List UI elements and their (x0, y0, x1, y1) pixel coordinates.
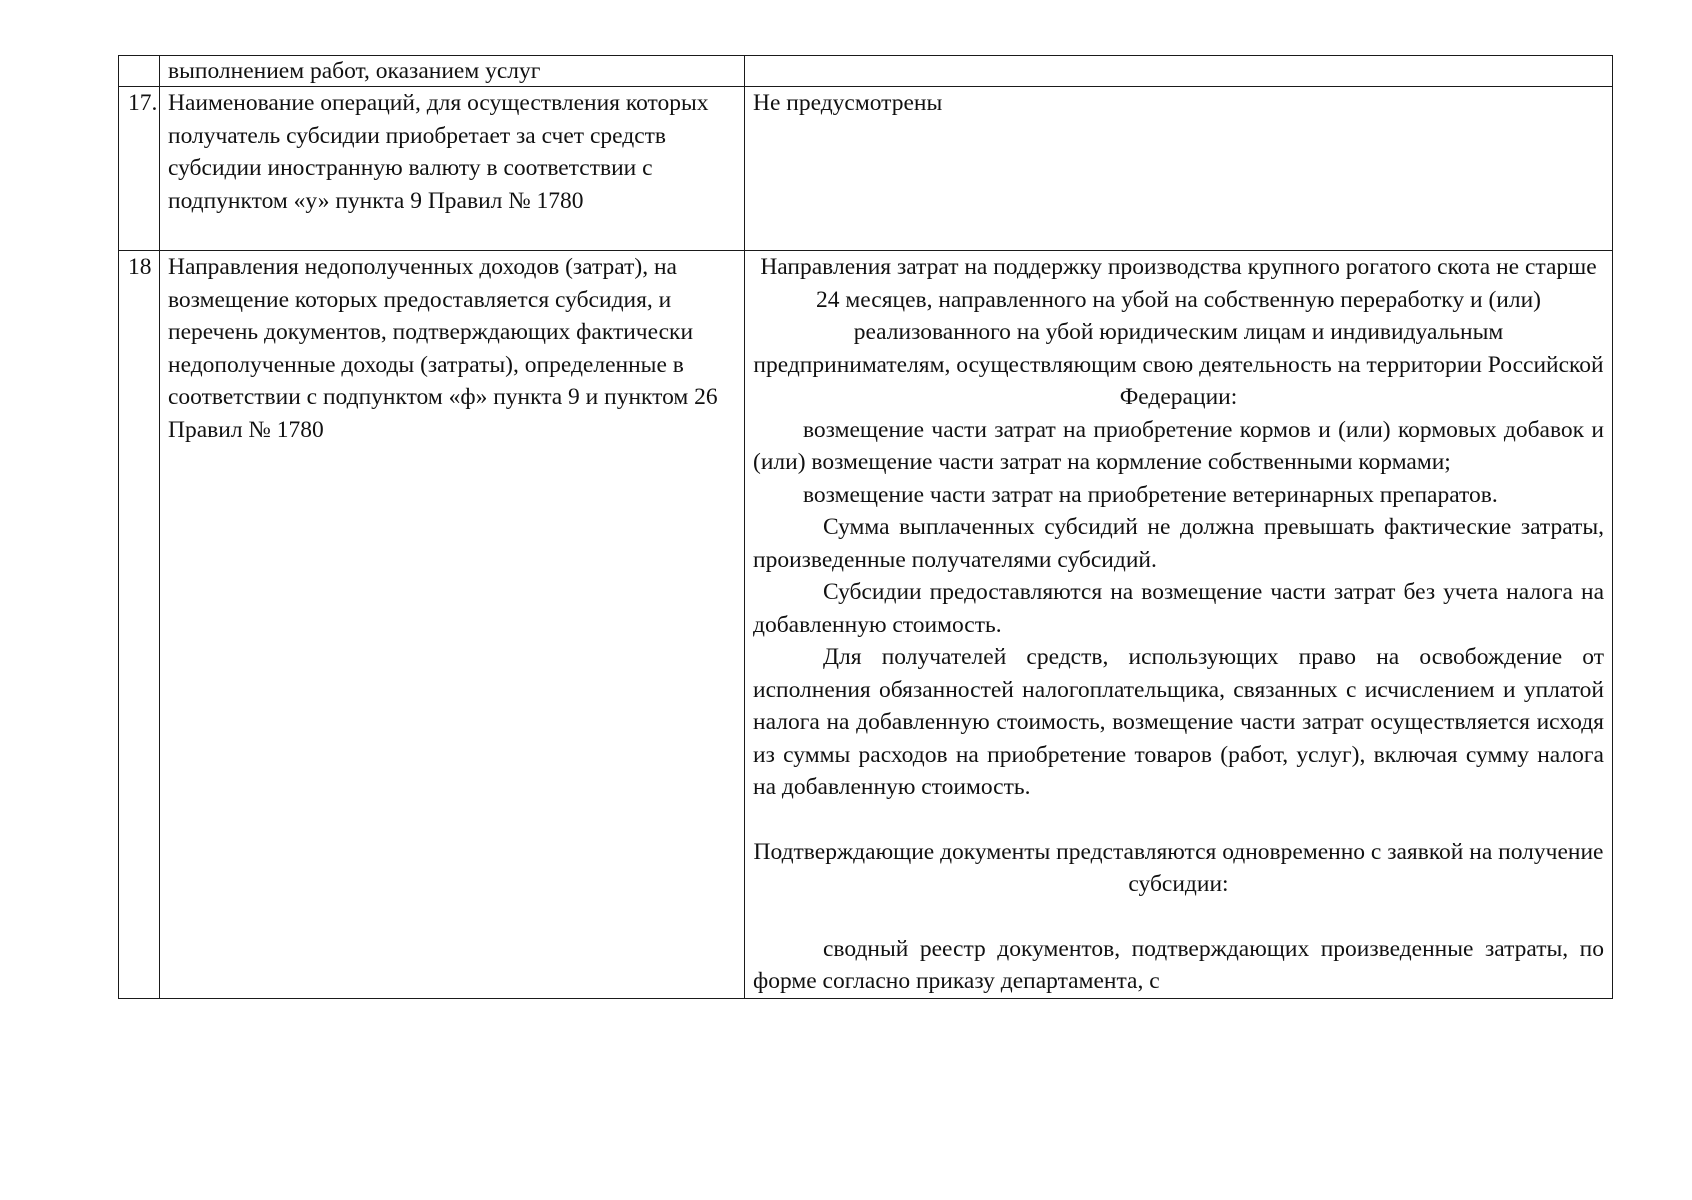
row-name: Направления недополученных доходов (затрат), на возмещение которых предоставляется субсидия, и перечень документов, подтверждающих фактически недополученные доходы (затраты), определенные в соответствии с подпунктом «ф» пункта 9 и пунктом 26 Правил № 1780 (160, 251, 745, 999)
value-paragraph: сводный реестр документов, подтверждающих произведенные затраты, по форме согласно приказу департамента, с (753, 935, 1604, 994)
table-row (119, 87, 1613, 251)
value-paragraph: Подтверждающие документы представляются одновременно с заявкой на получение субсидии: (753, 838, 1604, 897)
document-table (118, 55, 1613, 999)
row-number (119, 56, 160, 87)
row-value: Не предусмотрены (745, 87, 1613, 251)
table-row (119, 56, 1613, 87)
row-name: Наименование операций, для осуществления которых получатель субсидии приобретает за счет средств субсидии иностранную валюту в соответствии с подпунктом «у» пункта 9 Правил № 1780 (160, 87, 745, 251)
spacer (753, 804, 1604, 836)
table-row (119, 251, 1613, 999)
value-paragraph: Субсидии предоставляются на возмещение части затрат без учета налога на добавленную стоимость. (753, 579, 1604, 638)
row-number: 17. (119, 87, 160, 251)
row-value (745, 56, 1613, 87)
row-value (745, 251, 1613, 999)
value-paragraph: Направления затрат на поддержку производства крупного рогатого скота не старше 24 месяцев, направленного на убой на собственную переработку и (или) реализованного на убой юридическим лицам и индивидуальным предпринимателям, осуществляющим свою деятельность на территории Российской Федерации: (753, 254, 1604, 410)
value-paragraph: Для получателей средств, использующих право на освобождение от исполнения обязанностей налогоплательщика, связанных с исчислением и уплатой налога на добавленную стоимость, возмещение части затрат осуществляется исходя из суммы расходов на приобретение товаров (работ, услуг), включая сумму налога на добавленную стоимость. (753, 644, 1604, 800)
value-paragraph: возмещение части затрат на приобретение ветеринарных препаратов. (803, 481, 1498, 508)
value-paragraph: возмещение части затрат на приобретение кормов и (или) кормовых добавок и (или) возмещение части затрат на кормление собственными кормами; (753, 416, 1604, 475)
row-number: 18 (119, 251, 160, 999)
spacer (753, 901, 1604, 933)
row-name: выполнением работ, оказанием услуг (160, 56, 745, 87)
value-paragraph: Сумма выплаченных субсидий не должна превышать фактические затраты, произведенные получателями субсидий. (753, 514, 1604, 573)
